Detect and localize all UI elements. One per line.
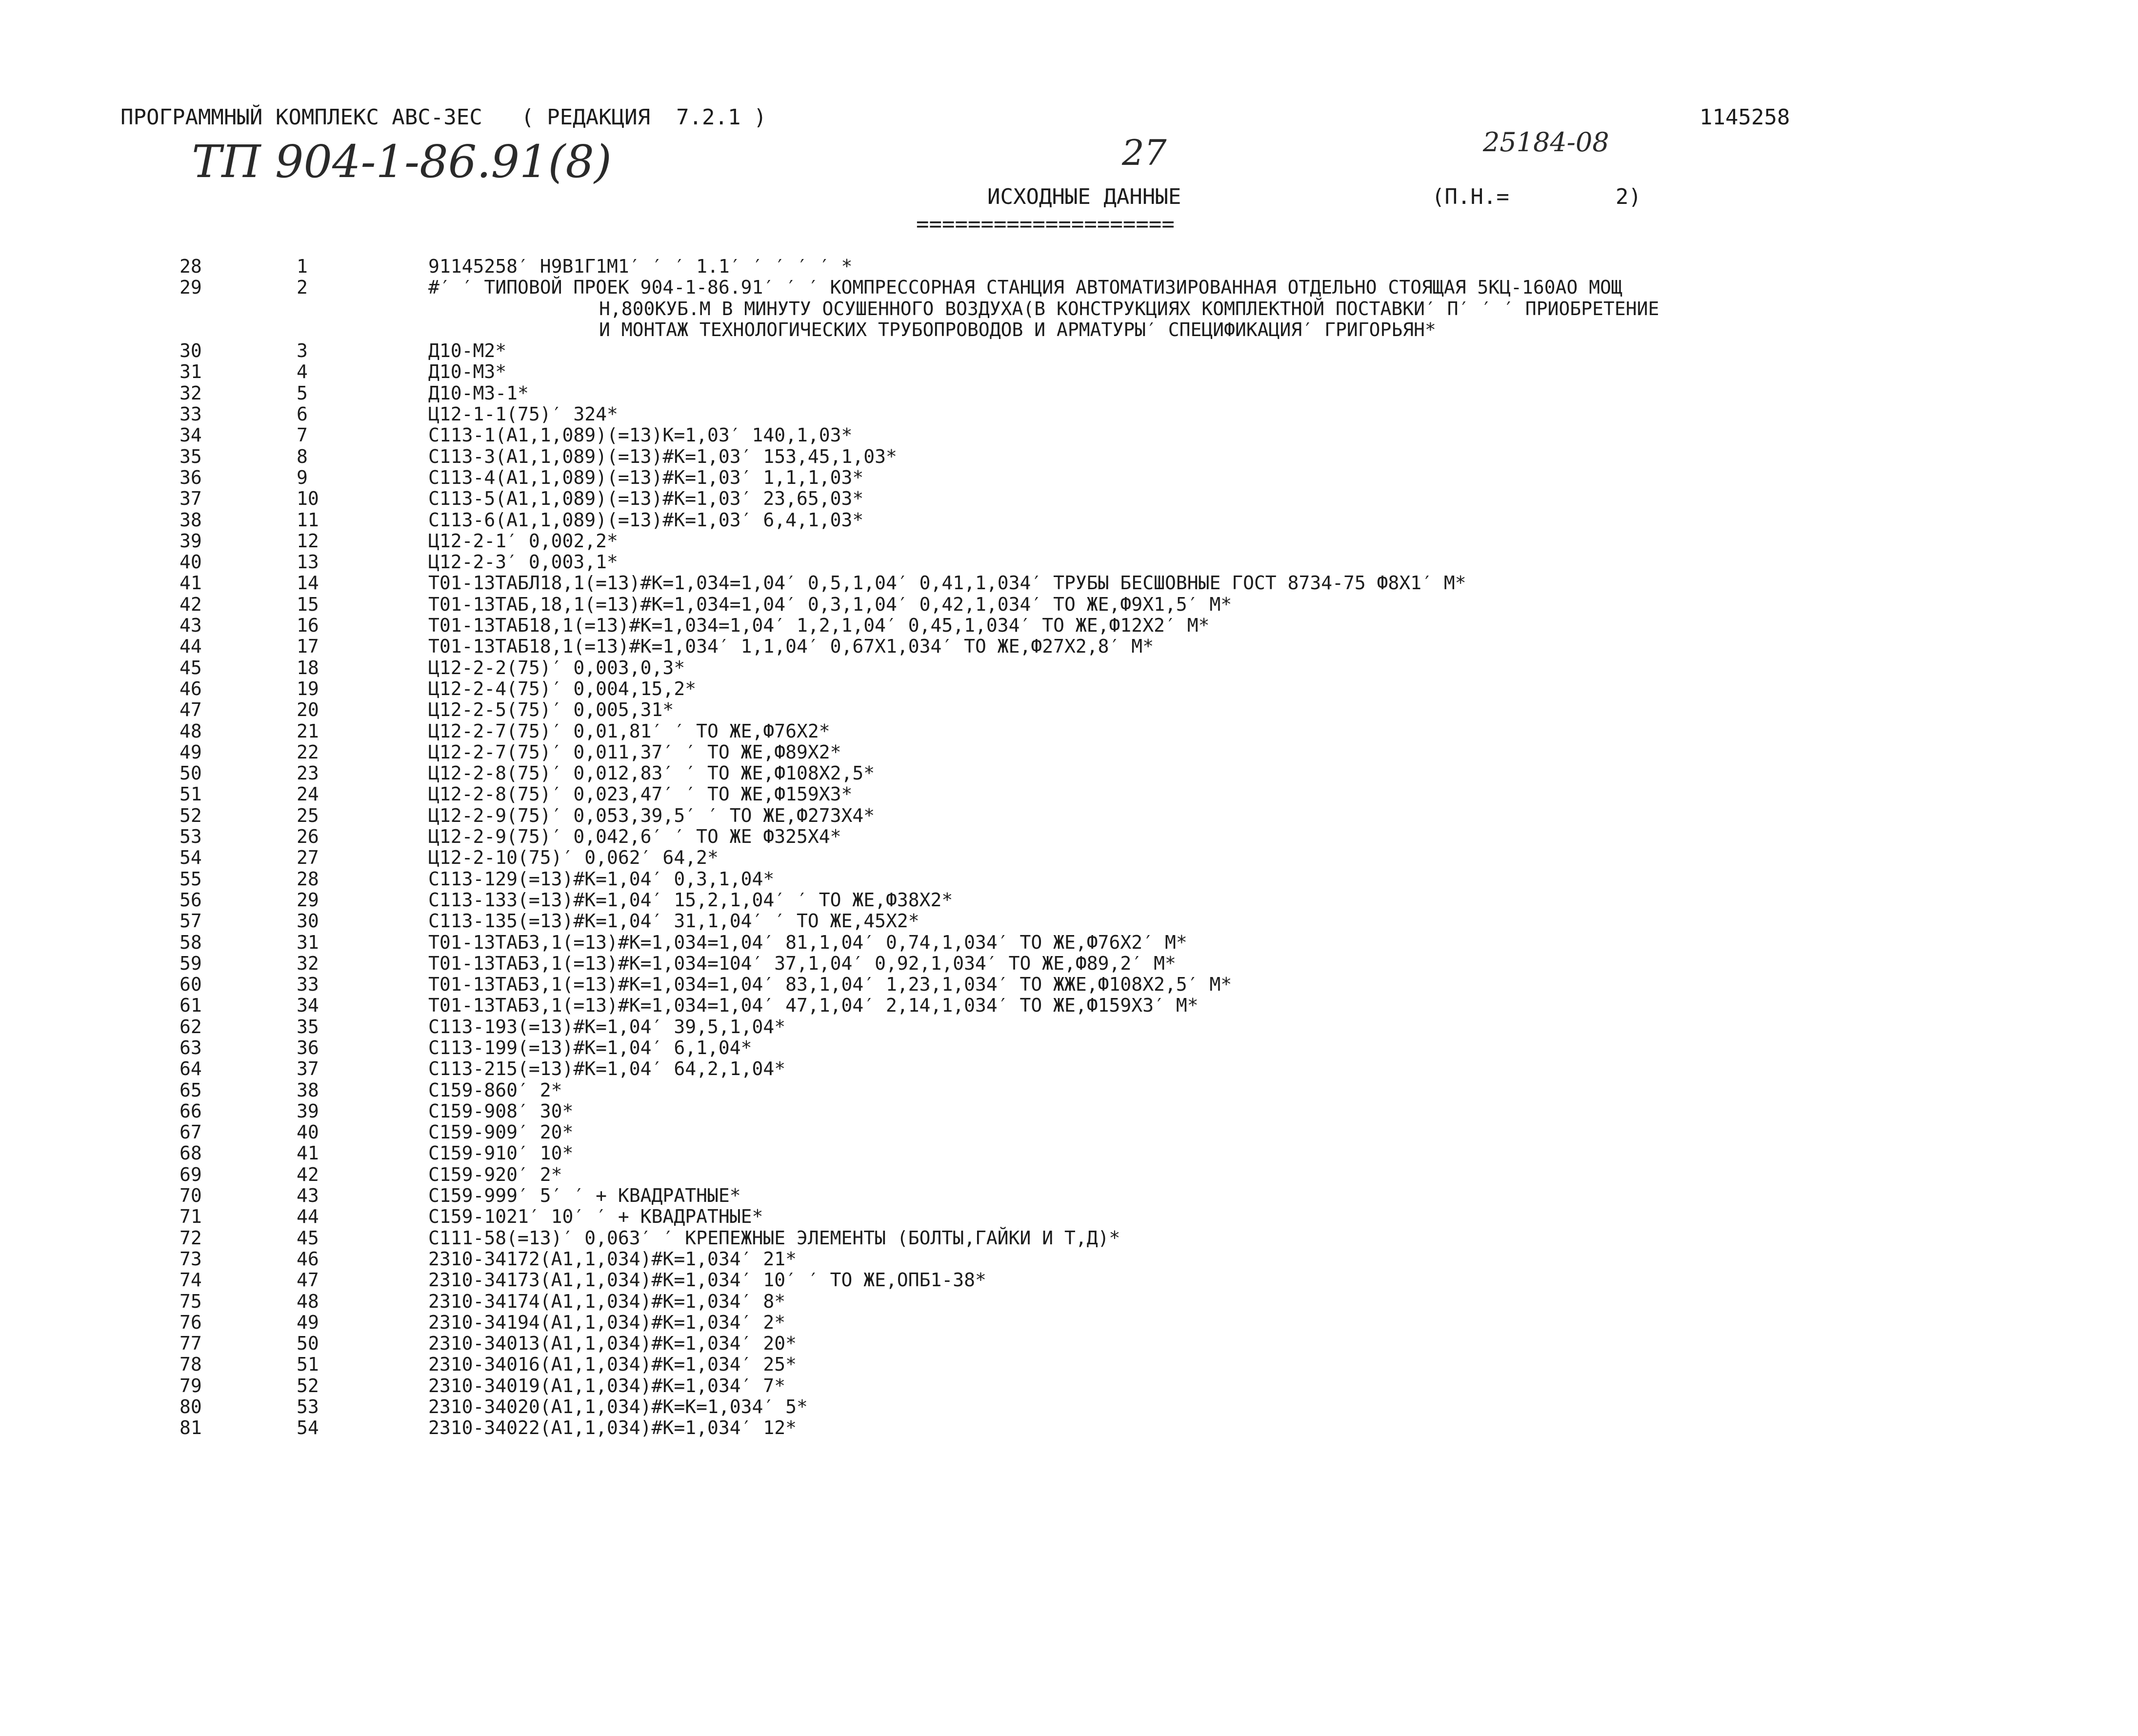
record-number: 31 xyxy=(297,931,319,953)
record-number: 45 xyxy=(297,1227,319,1249)
record-text: И МОНТАЖ ТЕХНОЛОГИЧЕСКИХ ТРУБОПРОВОДОВ И АРМАТУРЫ′ СПЕЦИФИКАЦИЯ′ ГРИГОРЬЯН* xyxy=(599,319,1436,340)
line-number: 28 xyxy=(180,256,202,277)
line-number: 68 xyxy=(180,1142,202,1164)
listing-row xyxy=(0,1354,2138,1375)
record-text: Ц12-2-7(75)′ 0,01,81′ ′ ТО ЖЕ,Ф76Х2* xyxy=(428,720,830,742)
record-number: 13 xyxy=(297,551,319,573)
listing-row xyxy=(0,932,2138,953)
record-text: #′ ′ ТИПОВОЙ ПРОЕК 904-1-86.91′ ′ ′ КОМПРЕССОРНАЯ СТАНЦИЯ АВТОМАТИЗИРОВАННАЯ ОТДЕЛЬНО СТОЯЩАЯ 5КЦ-160АО МОЩ xyxy=(428,277,1622,299)
listing-row xyxy=(0,594,2138,615)
line-number: 72 xyxy=(180,1227,202,1249)
listing-row xyxy=(0,277,2138,298)
listing-row xyxy=(0,552,2138,573)
record-text: Т01-13ТАБ3,1(=13)#К=1,034=104′ 37,1,04′ 0,92,1,034′ ТО ЖЕ,Ф89,2′ М* xyxy=(428,952,1176,974)
record-number: 32 xyxy=(297,952,319,974)
listing-continuation-line xyxy=(0,299,2138,319)
line-number: 75 xyxy=(180,1290,202,1312)
record-number: 37 xyxy=(297,1058,319,1080)
record-text: Ц12-2-8(75)′ 0,023,47′ ′ ТО ЖЕ,Ф159Х3* xyxy=(428,783,853,805)
record-number: 24 xyxy=(297,783,319,805)
record-number: 34 xyxy=(297,995,319,1017)
line-number: 48 xyxy=(180,720,202,742)
record-text: Ц12-1-1(75)′ 324* xyxy=(428,403,618,425)
line-number: 61 xyxy=(180,995,202,1017)
listing-row xyxy=(0,1080,2138,1101)
listing-row xyxy=(0,615,2138,636)
line-number: 46 xyxy=(180,678,202,699)
listing-row xyxy=(0,1206,2138,1227)
line-number: 43 xyxy=(180,615,202,637)
line-number: 74 xyxy=(180,1269,202,1291)
record-number: 29 xyxy=(297,889,319,911)
listing-row xyxy=(0,1058,2138,1079)
record-number: 44 xyxy=(297,1206,319,1228)
line-number: 38 xyxy=(180,509,202,531)
data-listing xyxy=(0,256,2138,1439)
line-number: 66 xyxy=(180,1100,202,1122)
record-text: С113-215(=13)#К=1,04′ 64,2,1,04* xyxy=(428,1058,786,1080)
line-number: 80 xyxy=(180,1396,202,1418)
record-text: Ц12-2-10(75)′ 0,062′ 64,2* xyxy=(428,847,719,869)
param-label: (П.Н.= xyxy=(1432,184,1509,209)
listing-row xyxy=(0,1249,2138,1270)
line-number: 64 xyxy=(180,1058,202,1080)
record-number: 17 xyxy=(297,636,319,658)
record-number: 8 xyxy=(297,445,308,467)
record-text: С159-999′ 5′ ′ + КВАДРАТНЫЕ* xyxy=(428,1185,741,1207)
record-number: 51 xyxy=(297,1354,319,1376)
listing-row xyxy=(0,1017,2138,1038)
record-number: 41 xyxy=(297,1142,319,1164)
record-text: С159-908′ 30* xyxy=(428,1100,574,1122)
line-number: 53 xyxy=(180,826,202,848)
record-text: С159-910′ 10* xyxy=(428,1142,574,1164)
record-number: 1 xyxy=(297,256,308,277)
handwritten-project-ref: ТП 904-1-86.91(8) xyxy=(192,136,612,188)
record-text: 2310-34194(А1,1,034)#К=1,034′ 2* xyxy=(428,1311,786,1333)
record-number: 16 xyxy=(297,615,319,637)
record-number: 40 xyxy=(297,1121,319,1143)
record-text: Ц12-2-4(75)′ 0,004,15,2* xyxy=(428,678,697,699)
listing-row xyxy=(0,1185,2138,1206)
listing-row xyxy=(0,425,2138,446)
line-number: 63 xyxy=(180,1037,202,1058)
listing-row xyxy=(0,805,2138,826)
record-number: 33 xyxy=(297,974,319,996)
record-text: С159-860′ 2* xyxy=(428,1079,562,1101)
record-text: С113-193(=13)#К=1,04′ 39,5,1,04* xyxy=(428,1016,786,1038)
record-number: 54 xyxy=(297,1417,319,1439)
line-number: 52 xyxy=(180,804,202,826)
record-text: Ц12-2-8(75)′ 0,012,83′ ′ ТО ЖЕ,Ф108Х2,5* xyxy=(428,762,875,784)
record-text: Д10-М2* xyxy=(428,340,507,362)
line-number: 81 xyxy=(180,1417,202,1439)
record-text: Т01-13ТАБ18,1(=13)#К=1,034=1,04′ 1,2,1,04′ 0,45,1,034′ ТО ЖЕ,Ф12Х2′ М* xyxy=(428,615,1210,637)
record-number: 49 xyxy=(297,1311,319,1333)
listing-row xyxy=(0,636,2138,657)
handwritten-page-number: 27 xyxy=(1122,132,1167,173)
line-number: 77 xyxy=(180,1333,202,1355)
listing-row xyxy=(0,1291,2138,1312)
record-number: 42 xyxy=(297,1163,319,1185)
listing-row xyxy=(0,995,2138,1016)
line-number: 65 xyxy=(180,1079,202,1101)
record-text: 91145258′ Н9В1Г1М1′ ′ ′ 1.1′ ′ ′ ′ ′ * xyxy=(428,256,853,277)
record-text: 2310-34022(А1,1,034)#К=1,034′ 12* xyxy=(428,1417,797,1439)
line-number: 31 xyxy=(180,361,202,383)
line-number: 33 xyxy=(180,403,202,425)
line-number: 47 xyxy=(180,699,202,721)
line-number: 69 xyxy=(180,1163,202,1185)
record-text: С159-920′ 2* xyxy=(428,1163,562,1185)
line-number: 59 xyxy=(180,952,202,974)
record-text: 2310-34013(А1,1,034)#К=1,034′ 20* xyxy=(428,1333,797,1355)
record-number: 35 xyxy=(297,1016,319,1038)
record-number: 47 xyxy=(297,1269,319,1291)
record-number: 10 xyxy=(297,488,319,510)
listing-continuation-line xyxy=(0,319,2138,340)
listing-row xyxy=(0,383,2138,404)
record-text: С111-58(=13)′ 0,063′ ′ КРЕПЕЖНЫЕ ЭЛЕМЕНТЫ (БОЛТЫ,ГАЙКИ И Т,Д)* xyxy=(428,1227,1120,1249)
listing-row xyxy=(0,1038,2138,1058)
listing-row xyxy=(0,1312,2138,1333)
document-id: 1145258 xyxy=(1699,105,1790,130)
record-number: 38 xyxy=(297,1079,319,1101)
listing-row xyxy=(0,678,2138,699)
record-number: 5 xyxy=(297,382,308,404)
program-title: ПРОГРАММНЫЙ КОМПЛЕКС АВС-3ЕС ( РЕДАКЦИЯ 7.2.1 ) xyxy=(120,105,767,130)
line-number: 76 xyxy=(180,1311,202,1333)
record-text: Ц12-2-3′ 0,003,1* xyxy=(428,551,618,573)
listing-row xyxy=(0,890,2138,911)
line-number: 39 xyxy=(180,530,202,552)
record-text: Д10-М3* xyxy=(428,361,507,383)
record-text: С113-6(А1,1,089)(=13)#К=1,03′ 6,4,1,03* xyxy=(428,509,864,531)
listing-row xyxy=(0,446,2138,467)
record-text: Ц12-2-5(75)′ 0,005,31* xyxy=(428,699,674,721)
record-number: 53 xyxy=(297,1396,319,1418)
line-number: 60 xyxy=(180,974,202,996)
record-number: 3 xyxy=(297,340,308,362)
line-number: 70 xyxy=(180,1185,202,1207)
record-number: 28 xyxy=(297,868,319,890)
record-text: С113-129(=13)#К=1,04′ 0,3,1,04* xyxy=(428,868,775,890)
record-text: 2310-34019(А1,1,034)#К=1,034′ 7* xyxy=(428,1375,786,1397)
line-number: 49 xyxy=(180,741,202,763)
line-number: 34 xyxy=(180,424,202,446)
record-text: С159-909′ 20* xyxy=(428,1121,574,1143)
record-text: 2310-34173(А1,1,034)#К=1,034′ 10′ ′ ТО ЖЕ,ОПБ1-38* xyxy=(428,1269,986,1291)
record-text: Т01-13ТАБ3,1(=13)#К=1,034=1,04′ 47,1,04′ 2,14,1,034′ ТО ЖЕ,Ф159Х3′ М* xyxy=(428,995,1199,1017)
handwritten-code: 25184-08 xyxy=(1483,127,1609,158)
record-number: 2 xyxy=(297,277,308,299)
record-number: 30 xyxy=(297,910,319,932)
listing-row xyxy=(0,784,2138,805)
record-text: С113-133(=13)#К=1,04′ 15,2,1,04′ ′ ТО ЖЕ,Ф38Х2* xyxy=(428,889,953,911)
record-number: 22 xyxy=(297,741,319,763)
listing-row xyxy=(0,911,2138,932)
record-number: 21 xyxy=(297,720,319,742)
record-number: 23 xyxy=(297,762,319,784)
line-number: 37 xyxy=(180,488,202,510)
line-number: 41 xyxy=(180,572,202,594)
record-number: 48 xyxy=(297,1290,319,1312)
record-number: 20 xyxy=(297,699,319,721)
listing-row xyxy=(0,488,2138,509)
listing-row xyxy=(0,953,2138,974)
section-title: ИСХОДНЫЕ ДАННЫЕ xyxy=(987,184,1181,209)
record-number: 36 xyxy=(297,1037,319,1058)
listing-row xyxy=(0,256,2138,277)
listing-row xyxy=(0,573,2138,594)
line-number: 42 xyxy=(180,593,202,615)
line-number: 51 xyxy=(180,783,202,805)
record-text: Д10-М3-1* xyxy=(428,382,529,404)
record-text: 2310-34174(А1,1,034)#К=1,034′ 8* xyxy=(428,1290,786,1312)
record-number: 9 xyxy=(297,466,308,488)
line-number: 54 xyxy=(180,847,202,869)
listing-row xyxy=(0,1122,2138,1143)
record-text: С113-4(А1,1,089)(=13)#К=1,03′ 1,1,1,03* xyxy=(428,466,864,488)
record-text: Т01-13ТАБ18,1(=13)#К=1,034′ 1,1,04′ 0,67Х1,034′ ТО ЖЕ,Ф27Х2,8′ М* xyxy=(428,636,1154,658)
record-text: 2310-34016(А1,1,034)#К=1,034′ 25* xyxy=(428,1354,797,1376)
record-text: 2310-34020(А1,1,034)#К=К=1,034′ 5* xyxy=(428,1396,808,1418)
listing-row xyxy=(0,1270,2138,1291)
listing-row xyxy=(0,1101,2138,1122)
line-number: 30 xyxy=(180,340,202,362)
listing-row xyxy=(0,699,2138,720)
listing-row xyxy=(0,826,2138,847)
listing-row xyxy=(0,721,2138,742)
record-text: Т01-13ТАБЛ18,1(=13)#К=1,034=1,04′ 0,5,1,04′ 0,41,1,034′ ТРУБЫ БЕСШОВНЫЕ ГОСТ 8734-75 Ф8Х1′ М* xyxy=(428,572,1466,594)
record-number: 46 xyxy=(297,1248,319,1270)
line-number: 58 xyxy=(180,931,202,953)
record-number: 25 xyxy=(297,804,319,826)
listing-row xyxy=(0,361,2138,382)
line-number: 79 xyxy=(180,1375,202,1397)
record-number: 18 xyxy=(297,657,319,678)
record-text: Ц12-2-9(75)′ 0,053,39,5′ ′ ТО ЖЕ,Ф273Х4* xyxy=(428,804,875,826)
listing-row xyxy=(0,510,2138,531)
line-number: 71 xyxy=(180,1206,202,1228)
section-underline: ==================== xyxy=(916,212,1175,237)
record-number: 14 xyxy=(297,572,319,594)
record-text: 2310-34172(А1,1,034)#К=1,034′ 21* xyxy=(428,1248,797,1270)
record-text: С159-1021′ 10′ ′ + КВАДРАТНЫЕ* xyxy=(428,1206,763,1228)
line-number: 35 xyxy=(180,445,202,467)
record-text: Т01-13ТАБ,18,1(=13)#К=1,034=1,04′ 0,3,1,04′ 0,42,1,034′ ТО ЖЕ,Ф9Х1,5′ М* xyxy=(428,593,1232,615)
line-number: 50 xyxy=(180,762,202,784)
listing-row xyxy=(0,847,2138,868)
record-text: Ц12-2-7(75)′ 0,011,37′ ′ ТО ЖЕ,Ф89Х2* xyxy=(428,741,841,763)
record-number: 11 xyxy=(297,509,319,531)
param-value: 2) xyxy=(1616,184,1641,209)
record-number: 12 xyxy=(297,530,319,552)
listing-row xyxy=(0,1333,2138,1354)
record-number: 26 xyxy=(297,826,319,848)
record-text: Ц12-2-1′ 0,002,2* xyxy=(428,530,618,552)
record-text: Т01-13ТАБ3,1(=13)#К=1,034=1,04′ 81,1,04′ 0,74,1,034′ ТО ЖЕ,Ф76Х2′ М* xyxy=(428,931,1187,953)
listing-row xyxy=(0,404,2138,425)
line-number: 40 xyxy=(180,551,202,573)
listing-row xyxy=(0,869,2138,890)
line-number: 55 xyxy=(180,868,202,890)
line-number: 73 xyxy=(180,1248,202,1270)
listing-row xyxy=(0,763,2138,784)
line-number: 67 xyxy=(180,1121,202,1143)
line-number: 36 xyxy=(180,466,202,488)
listing-row xyxy=(0,467,2138,488)
listing-row xyxy=(0,974,2138,995)
record-text: С113-3(А1,1,089)(=13)#К=1,03′ 153,45,1,03* xyxy=(428,445,897,467)
line-number: 32 xyxy=(180,382,202,404)
listing-row xyxy=(0,340,2138,361)
record-number: 50 xyxy=(297,1333,319,1355)
listing-row xyxy=(0,658,2138,678)
record-number: 4 xyxy=(297,361,308,383)
listing-row xyxy=(0,1143,2138,1164)
record-text: Ц12-2-9(75)′ 0,042,6′ ′ ТО ЖЕ Ф325Х4* xyxy=(428,826,841,848)
record-number: 43 xyxy=(297,1185,319,1207)
record-text: С113-5(А1,1,089)(=13)#К=1,03′ 23,65,03* xyxy=(428,488,864,510)
record-number: 39 xyxy=(297,1100,319,1122)
listing-row xyxy=(0,1164,2138,1185)
record-number: 27 xyxy=(297,847,319,869)
listing-row xyxy=(0,531,2138,552)
listing-row xyxy=(0,1376,2138,1397)
line-number: 29 xyxy=(180,277,202,299)
record-text: Н,800КУБ.М В МИНУТУ ОСУШЕННОГО ВОЗДУХА(В КОНСТРУКЦИЯХ КОМПЛЕКТНОЙ ПОСТАВКИ′ П′ ′ ′ ПРИОБРЕТЕНИЕ xyxy=(599,298,1659,319)
listing-row xyxy=(0,1397,2138,1417)
record-text: С113-135(=13)#К=1,04′ 31,1,04′ ′ ТО ЖЕ,45Х2* xyxy=(428,910,919,932)
line-number: 78 xyxy=(180,1354,202,1376)
record-text: Ц12-2-2(75)′ 0,003,0,3* xyxy=(428,657,685,678)
record-number: 6 xyxy=(297,403,308,425)
listing-row xyxy=(0,1228,2138,1249)
line-number: 45 xyxy=(180,657,202,678)
record-text: Т01-13ТАБ3,1(=13)#К=1,034=1,04′ 83,1,04′ 1,23,1,034′ ТО ЖЖЕ,Ф108Х2,5′ М* xyxy=(428,974,1232,996)
record-number: 15 xyxy=(297,593,319,615)
line-number: 56 xyxy=(180,889,202,911)
record-number: 52 xyxy=(297,1375,319,1397)
listing-row xyxy=(0,742,2138,763)
record-text: С113-1(А1,1,089)(=13)К=1,03′ 140,1,03* xyxy=(428,424,853,446)
line-number: 44 xyxy=(180,636,202,658)
line-number: 57 xyxy=(180,910,202,932)
record-number: 19 xyxy=(297,678,319,699)
record-text: С113-199(=13)#К=1,04′ 6,1,04* xyxy=(428,1037,752,1058)
listing-row xyxy=(0,1417,2138,1438)
line-number: 62 xyxy=(180,1016,202,1038)
record-number: 7 xyxy=(297,424,308,446)
